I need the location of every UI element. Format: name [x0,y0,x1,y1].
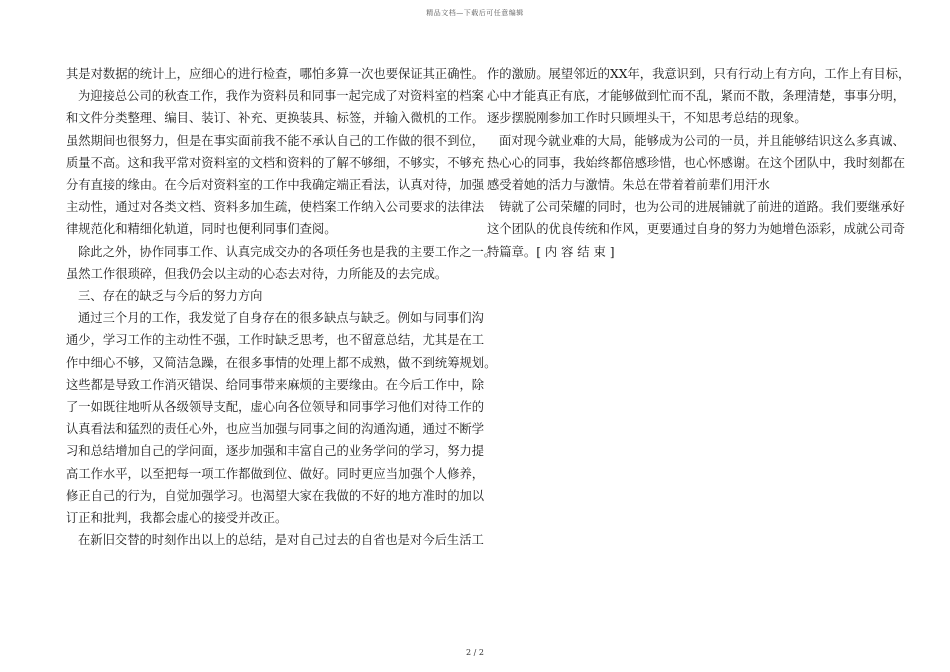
text-line: 面对现今就业难的大局，能够成为公司的一员，并且能够结识这么多真诚、 [499,133,905,148]
text-line: 铸就了公司荣耀的同时，也为公司的进展铺就了前进的道路。我们要继承好 [499,200,905,215]
text-line: 除此之外，协作同事工作、认真完成交办的各项任务也是我的主要工作之一。 [78,244,497,259]
text-line: 虽然工作很琐碎，但我仍会以主动的心态去对待，力所能及的去完成。 [66,266,448,281]
text-line: 热心心的同事，我始终都倍感珍惜，也心怀感谢。在这个团队中，我时刻都在 [487,155,906,170]
text-line: 分有直接的缘由。在今后对资料室的工作中我确定端正看法，认真对待，加强 [66,178,485,193]
text-line: 修正自己的行为，自觉加强学习。也渴望大家在我做的不好的地方准时的加以 [66,488,485,503]
text-line: 作的激励。展望邻近的XX年，我意识到，只有行动上有方向，工作上有目标， [487,67,911,81]
text-line: 为迎接总公司的秋查工作，我作为资料员和同事一起完成了对资料室的档案 [78,89,484,104]
text-line: 作中细心不够，又简洁急躁，在很多事情的处理上都不成熟，做不到统筹规划。 [66,355,497,370]
text-line: 了一如既往地听从各级领导支配，虚心向各位领导和同事学习他们对待工作的 [66,400,485,415]
page-header: 精品文档—下载后可任意编辑 [426,9,524,17]
text-line: 其是对数据的统计上，应细心的进行检查，哪怕多算一次也要保证其正确性。 [66,67,485,81]
text-line: 这个团队的优良传统和作风，更要通过自身的努力为她增色添彩，成就公司奇 [487,222,906,237]
page-number: 2 / 2 [466,648,484,657]
right-text-column [487,63,911,263]
text-line: 认真看法和猛烈的责任心外，也应当加强与同事之间的沟通沟通，通过不断学 [66,422,485,437]
text-line: 律规范化和精细化轨道，同时也便利同事们查阅。 [66,222,337,237]
text-line: 在新旧交替的时刻作出以上的总结，是对自己过去的自省也是对今后生活工 [78,533,484,548]
text-line: 通过三个月的工作，我发觉了自身存在的很多缺点与缺乏。例如与同事们沟 [78,311,484,326]
text-line: 逐步摆脱刚参加工作时只顾埋头干，不知思考总结的现象。 [487,111,807,126]
text-line: 订正和批判，我都会虚心的接受并改正。 [66,511,288,526]
text-line: 高工作水平，以至把每一项工作都做到位、做好。同时更应当加强个人修养， [66,466,485,481]
text-line: 主动性，通过对各类文档、资料多加生疏，使档案工作纳入公司要求的法律法 [66,200,485,215]
text-line: 三、存在的缺乏与今后的努力方向 [78,289,263,304]
text-line: 习和总结增加自己的学问面，逐步加强和丰富自己的业务学问的学习，努力提 [66,444,485,459]
text-line: 特篇章。[ 内 容 结 束 ] [487,244,615,259]
text-line: 质量不高。这和我平常对资料室的文档和资料的了解不够细，不够实，不够充 [66,155,485,170]
text-line: 虽然期间也很努力，但是在事实面前我不能不承认自己的工作做的很不到位， [66,133,485,148]
left-text-column [66,63,497,551]
text-line: 和文件分类整理、编目、装订、补充、更换装具、标签，并输入微机的工作。 [66,111,485,126]
text-line: 这些都是导致工作消灭错误、给同事带来麻烦的主要缘由。在今后工作中，除 [66,377,485,392]
text-line: 感受着她的活力与激情。朱总在带着着前辈们用汗水 [487,178,770,193]
text-line: 心中才能真正有底，才能够做到忙而不乱，紧而不散，条理清楚，事事分明， [487,89,906,104]
text-line: 通少，学习工作的主动性不强，工作时缺乏思考，也不留意总结，尤其是在工 [66,333,485,348]
